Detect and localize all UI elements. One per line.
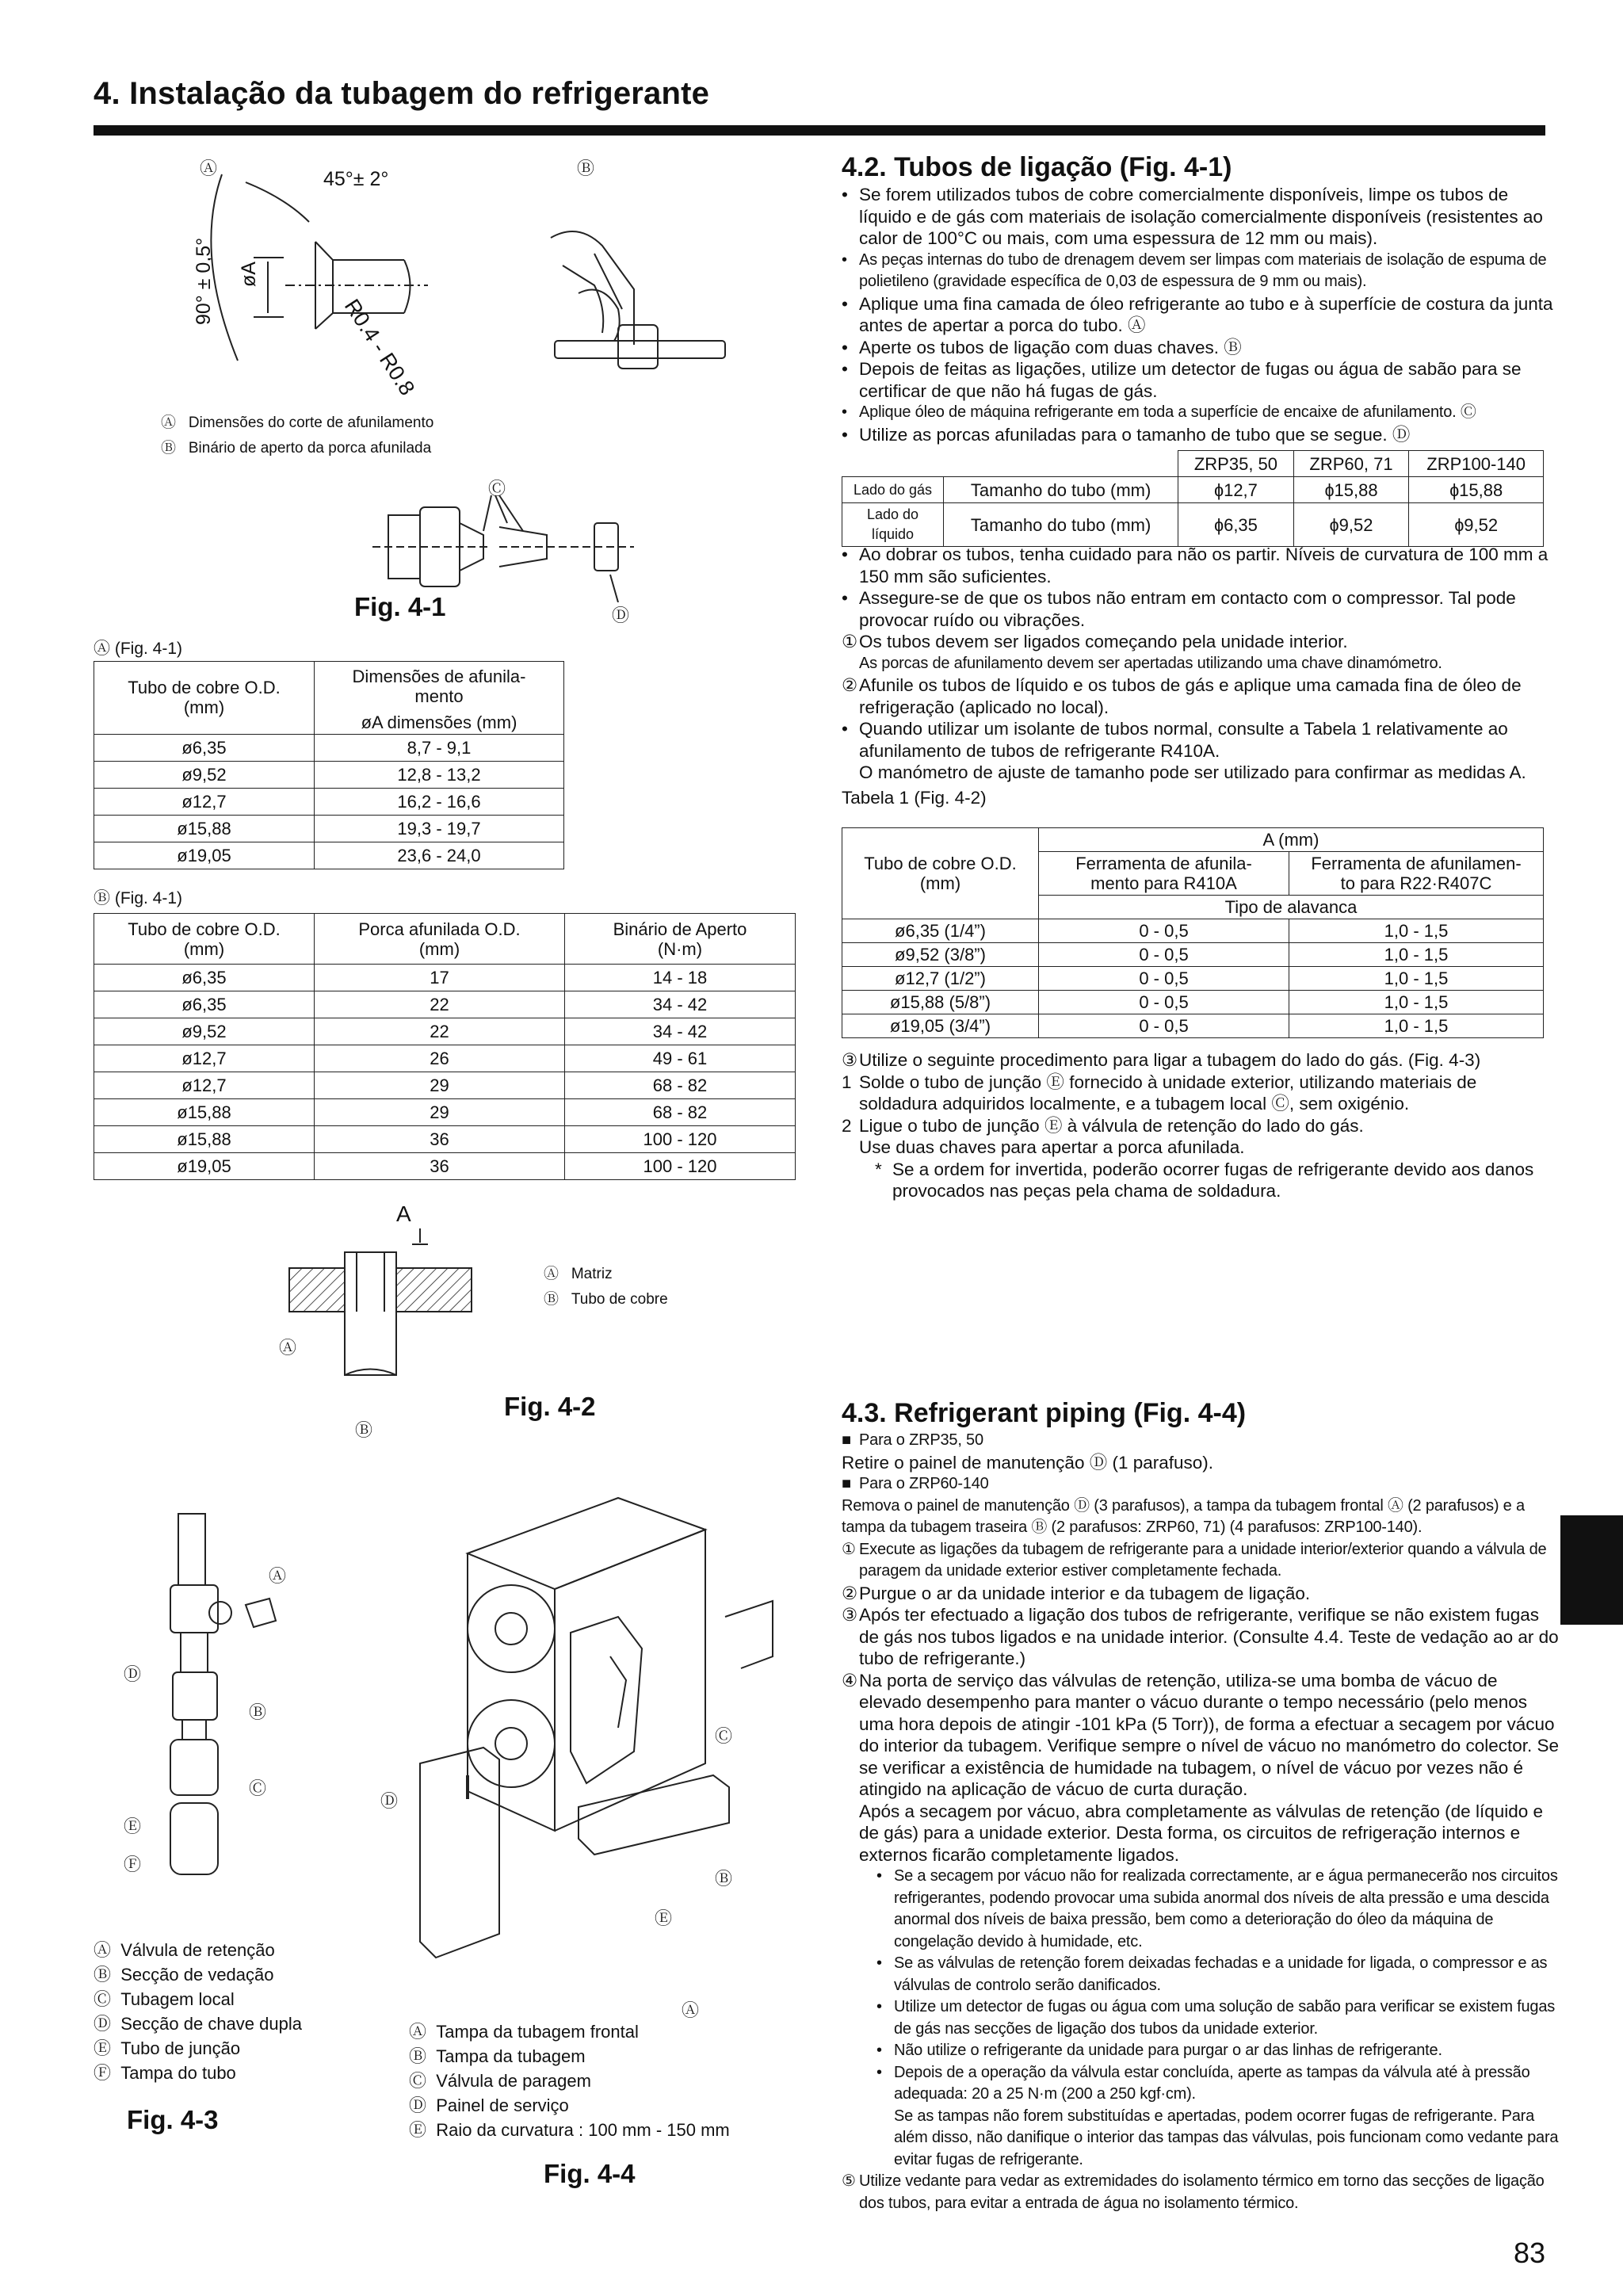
pipe-table-label: Tamanho do tubo (mm) xyxy=(944,477,1178,503)
list-item: • Se forem utilizados tubos de cobre comercialmente disponíveis, limpe os tubos de líquido e de gás com materiais de isolação comercialmente disponíveis (resistentes ao calor de 100°C ou mais, com uma espessura de 12 mm ou mais). xyxy=(842,185,1543,248)
legend-mark: Ⓐ xyxy=(544,1266,559,1282)
table-row xyxy=(94,1045,796,1072)
cell: ø6,35 (1/4”) xyxy=(842,919,1039,943)
cell: 0 - 0,5 xyxy=(1039,1014,1289,1038)
legend-text: Matriz xyxy=(571,1266,613,1282)
legend-mark: Ⓕ xyxy=(94,2063,112,2083)
tableA xyxy=(94,661,564,869)
fig42-die-drawing xyxy=(285,1228,475,1387)
list-item: * Se a ordem for invertida, poderão ocorrer fugas de refrigerante devido aos danos provocados nas peças pela chama de soldadura. xyxy=(875,1159,1534,1201)
cell: 49 - 61 xyxy=(565,1045,796,1072)
legend-mark: Ⓒ xyxy=(94,1989,112,2009)
table-row xyxy=(842,477,1544,503)
pipe-size-table xyxy=(842,450,1544,547)
legend-mark: Ⓐ xyxy=(94,1940,112,1960)
list-item: • Utilize um detector de fugas ou água com uma solução de sabão para verificar se existem fugas de gás nas secções de ligação dos tubos da unidade exterior. xyxy=(876,1998,1556,2038)
cell: ø15,88 xyxy=(94,815,315,842)
list-item: • Aplique óleo de máquina refrigerante em toda a superfície de encaixe de afunilamento. Ⓒ xyxy=(842,403,1476,421)
cell: ø12,7 xyxy=(94,1045,315,1072)
cell: 26 xyxy=(315,1045,565,1072)
cell: ø19,05 (3/4”) xyxy=(842,1014,1039,1038)
legend-mark: Ⓒ xyxy=(409,2071,427,2091)
cell: 17 xyxy=(315,965,565,991)
list-item: ① Os tubos devem ser ligados começando pela unidade interior. xyxy=(842,632,1348,651)
cell: ɸ9,52 xyxy=(1409,503,1544,547)
fig42-dim-a: A xyxy=(396,1201,411,1226)
table-row xyxy=(94,788,564,815)
table1-head-a: A (mm) xyxy=(1039,828,1544,852)
fig42-mark-b: Ⓑ xyxy=(355,1420,373,1440)
cell: 0 - 0,5 xyxy=(1039,943,1289,967)
list-item: ⑤ Utilize vedante para vedar as extremidades do isolamento térmico em torno das secções de ligação dos tubos, para evitar a entrada de água no isolamento térmico. xyxy=(842,2172,1545,2212)
cell: ø12,7 xyxy=(94,788,315,815)
cell: ø9,52 xyxy=(94,761,315,788)
list-item: ③ Utilize o seguinte procedimento para ligar a tubagem do lado do gás. (Fig. 4-3) xyxy=(842,1050,1481,1070)
cell: ø15,88 xyxy=(94,1099,315,1126)
cell: 1,0 - 1,5 xyxy=(1289,943,1544,967)
legend-text: Tubagem local xyxy=(120,1989,235,2009)
page-title: 4. Instalação da tubagem do refrigerante xyxy=(94,76,710,111)
table1-head-c1: Ferramenta de afunila- mento para R410A xyxy=(1039,852,1289,896)
legend-text: Secção de vedação xyxy=(120,1965,274,1985)
table-row xyxy=(94,1072,796,1099)
legend-text: Tampa da tubagem frontal xyxy=(436,2022,639,2042)
fig43-mark-e: Ⓔ xyxy=(124,1817,142,1836)
section-43-body xyxy=(842,1430,1559,2214)
section-43-heading: 4.3. Refrigerant piping (Fig. 4-4) xyxy=(842,1398,1247,1428)
table-row xyxy=(842,943,1544,967)
tableB-caption: Ⓑ (Fig. 4-1) xyxy=(94,889,183,907)
cell: ø15,88 xyxy=(94,1126,315,1153)
title-rule xyxy=(94,125,1545,136)
tableA-head-tube: Tubo de cobre O.D. (mm) xyxy=(94,662,315,735)
list-item: Após a secagem por vácuo, abra completamente as válvulas de retenção (de líquido e de gás) para a unidade exterior. Desta forma, os circuitos de refrigeração internos e externos ficarão completamente ligados. xyxy=(859,1801,1544,1865)
cell: 29 xyxy=(315,1072,565,1099)
list-item: ① Execute as ligações da tubagem de refrigerante para a unidade interior/exterior quando a válvula de paragem da unidade exterior estiver completamente fechada. xyxy=(842,1540,1547,1580)
fig42-mark-a: Ⓐ xyxy=(279,1338,297,1358)
fig43-legend xyxy=(94,1938,363,2085)
tableA-caption: Ⓐ (Fig. 4-1) xyxy=(94,640,183,658)
legend-mark: Ⓑ xyxy=(409,2046,427,2066)
fig44-mark-c: Ⓒ xyxy=(715,1726,733,1746)
cell: ø19,05 xyxy=(94,1153,315,1180)
list-item: Remova o painel de manutenção Ⓓ (3 parafusos), a tampa da tubagem frontal Ⓐ (2 parafusos) e a tampa da tubagem traseira Ⓑ (2 parafusos: ZRP60, 71) (4 parafusos: ZRP100-140). xyxy=(842,1496,1525,1536)
cell: 0 - 0,5 xyxy=(1039,967,1289,991)
cell: 1,0 - 1,5 xyxy=(1289,991,1544,1014)
cell: 23,6 - 24,0 xyxy=(315,842,564,869)
legend-mark: Ⓐ xyxy=(161,415,177,431)
page-number: 83 xyxy=(1514,2237,1546,2269)
legend-text: Dimensões do corte de afunilamento xyxy=(188,415,434,431)
cell: 36 xyxy=(315,1126,565,1153)
fig41-joint-drawing xyxy=(372,491,634,602)
list-item: ④ Na porta de serviço das válvulas de retenção, utiliza-se uma bomba de vácuo de elevado desempenho para manter o vácuo durante o tempo necessário (pelo menos uma hora depois de atingir -101 kPa (5 Torr)), de forma a efectuar a secagem por vácuo do interior da tubagem. Verifique sempre o nível de vácuo no manómetro do colector. Se se verificar a existência de humidade na tubagem, o nível de vácuo por vezes não é atingido na aplicação de vácuo de curta duração. xyxy=(842,1670,1560,1799)
language-tab xyxy=(1560,1515,1623,1625)
pipe-table-model: ZRP60, 71 xyxy=(1293,451,1409,477)
cell: 29 xyxy=(315,1099,565,1126)
fig41-mark-a: Ⓐ xyxy=(200,159,218,178)
pipe-table-side: Lado do gás xyxy=(842,477,944,503)
list-item: ③ Após ter efectuado a ligação dos tubos de refrigerante, verifique se não existem fugas de gás nos tubos ligados e na unidade interior. (Consulte 4.4. Teste de vedação ao ar do tubo de refrigerante.) xyxy=(842,1605,1559,1668)
section-42-steps xyxy=(842,544,1559,808)
list-item: • Se as válvulas de retenção forem deixadas fechadas e a unidade for ligada, o compressor e as válvulas de controlo serão danificados. xyxy=(876,1954,1548,1994)
cell: ø12,7 xyxy=(94,1072,315,1099)
list-item: • Se a secagem por vácuo não for realizada correctamente, ar e água permanecerão nos circuitos refrigerantes, podendo provocar uma subida anormal dos níveis de alta pressão e uma descida anormal dos níveis de baixa pressão, bem como a deterioração do óleo da máquina de congelação devido à humidade, etc. xyxy=(876,1867,1558,1950)
list-item: • Não utilize o refrigerante da unidade para purgar o ar das linhas de refrigerante. xyxy=(876,2042,1442,2059)
cell: ø6,35 xyxy=(94,965,315,991)
cell: 1,0 - 1,5 xyxy=(1289,919,1544,943)
pipe-table-model: ZRP35, 50 xyxy=(1178,451,1294,477)
legend-mark: Ⓔ xyxy=(409,2120,427,2140)
table-row xyxy=(94,1099,796,1126)
legend-mark: Ⓓ xyxy=(409,2095,427,2115)
fig44-legend xyxy=(409,2019,821,2142)
list-item: ■ Para o ZRP60-140 xyxy=(842,1475,989,1492)
cell: 0 - 0,5 xyxy=(1039,919,1289,943)
fig43-mark-b: Ⓑ xyxy=(249,1702,267,1722)
legend-text: Raio da curvatura : 100 mm - 150 mm xyxy=(436,2120,730,2140)
table-row xyxy=(94,1018,796,1045)
cell: 68 - 82 xyxy=(565,1072,796,1099)
tableB-head-nut: Porca afunilada O.D. (mm) xyxy=(315,914,565,965)
fig43-mark-a: Ⓐ xyxy=(269,1566,287,1586)
table-row xyxy=(94,1126,796,1153)
table-row xyxy=(94,965,796,991)
cell: 12,8 - 13,2 xyxy=(315,761,564,788)
fig44-mark-d: Ⓓ xyxy=(380,1791,399,1811)
cell: 19,3 - 19,7 xyxy=(315,815,564,842)
table-row xyxy=(94,991,796,1018)
table1-caption: Tabela 1 (Fig. 4-2) xyxy=(842,787,987,808)
list-item: ② Purgue o ar da unidade interior e da tubagem de ligação. xyxy=(842,1583,1311,1603)
table-row xyxy=(94,914,796,965)
fig42-label: Fig. 4-2 xyxy=(504,1392,596,1421)
fig43-label: Fig. 4-3 xyxy=(127,2105,219,2134)
list-item: ② Afunile os tubos de líquido e os tubos de gás e aplique uma camada fina de óleo de refrigeração (aplicado no local). xyxy=(842,675,1522,717)
table-row xyxy=(94,734,564,761)
fig41-wrench-drawing xyxy=(547,190,737,372)
cell: 100 - 120 xyxy=(565,1153,796,1180)
cell: 8,7 - 9,1 xyxy=(315,734,564,761)
legend-text: Binário de aperto da porca afunilada xyxy=(188,440,432,457)
fig41-angle-label: 45°± 2° xyxy=(323,168,389,190)
fig41-mark-b: Ⓑ xyxy=(577,159,595,178)
pipe-table-side: Lado do líquido xyxy=(842,503,944,547)
cell: ø9,52 xyxy=(94,1018,315,1045)
legend-text: Tampa da tubagem xyxy=(436,2046,586,2066)
tableA-head-dim: Dimensões de afunila- mento xyxy=(315,662,564,711)
legend-mark: Ⓓ xyxy=(94,2014,112,2034)
table-row xyxy=(842,1014,1544,1038)
fig41-vert-label: 90° ± 0,5° xyxy=(193,237,215,325)
cell: ø6,35 xyxy=(94,991,315,1018)
table1-head-tube: Tubo de cobre O.D. (mm) xyxy=(842,828,1039,919)
section-42-heading: 4.2. Tubos de ligação (Fig. 4-1) xyxy=(842,152,1232,182)
legend-mark: Ⓑ xyxy=(94,1965,112,1985)
legend-text: Secção de chave dupla xyxy=(120,2014,302,2034)
cell: 22 xyxy=(315,1018,565,1045)
cell: ø15,88 (5/8”) xyxy=(842,991,1039,1014)
cell: ɸ15,88 xyxy=(1409,477,1544,503)
pipe-table-label: Tamanho do tubo (mm) xyxy=(944,503,1178,547)
table-row xyxy=(842,503,1544,547)
table-row xyxy=(94,815,564,842)
section-42-bullets xyxy=(842,184,1559,445)
fig44-mark-b: Ⓑ xyxy=(715,1869,733,1889)
cell: ɸ15,88 xyxy=(1293,477,1409,503)
cell: 68 - 82 xyxy=(565,1099,796,1126)
fig44-label: Fig. 4-4 xyxy=(544,2159,636,2188)
fig44-unit-drawing xyxy=(380,1490,824,1973)
cell: 100 - 120 xyxy=(565,1126,796,1153)
fig41-radius-label: R0.4 - R0.8 xyxy=(339,295,420,400)
legend-text: Tubo de junção xyxy=(120,2038,241,2058)
legend-text: Painel de serviço xyxy=(436,2095,569,2115)
legend-mark: Ⓑ xyxy=(161,440,177,457)
table-row xyxy=(842,828,1544,852)
cell: 14 - 18 xyxy=(565,965,796,991)
cell: ɸ6,35 xyxy=(1178,503,1294,547)
cell: ø19,05 xyxy=(94,842,315,869)
fig43-mark-c: Ⓒ xyxy=(249,1778,267,1798)
list-item: Retire o painel de manutenção Ⓓ (1 parafuso). xyxy=(842,1452,1214,1473)
fig41-legend xyxy=(161,411,517,461)
legend-text: Válvula de retenção xyxy=(120,1940,275,1960)
list-item: As porcas de afunilamento devem ser apertadas utilizando uma chave dinamómetro. xyxy=(859,654,1442,672)
tableB xyxy=(94,913,796,1180)
legend-mark: Ⓐ xyxy=(409,2022,427,2042)
table-row xyxy=(842,919,1544,943)
legend-mark: Ⓑ xyxy=(544,1291,559,1308)
list-item: Use duas chaves para apertar a porca afunilada. xyxy=(859,1137,1245,1157)
list-item: • Depois de a operação da válvula estar concluída, aperte as tampas da válvula até à pressão adequada: 20 a 25 N·m (200 a 250 kgf·cm). xyxy=(876,2063,1530,2103)
fig43-mark-d: Ⓓ xyxy=(124,1664,142,1684)
table-row xyxy=(842,451,1544,477)
legend-text: Tampa do tubo xyxy=(120,2063,236,2083)
list-item: • As peças internas do tubo de drenagem devem ser limpas com materiais de isolação de espuma de polietileno (gravidade específica de 0,03 de espessura de 9 mm ou mais). xyxy=(842,250,1547,290)
cell: ɸ9,52 xyxy=(1293,503,1409,547)
tableA-head-dimB: øA dimensões (mm) xyxy=(315,711,564,735)
list-item: • Aplique uma fina camada de óleo refrigerante ao tubo e à superfície de costura da junta antes de apertar a porca do tubo. Ⓐ xyxy=(842,293,1553,335)
legend-mark: Ⓔ xyxy=(94,2038,112,2058)
fig44-mark-e: Ⓔ xyxy=(655,1908,673,1928)
list-item: • Assegure-se de que os tubos não entram em contacto com o compressor. Tal pode provocar ruído ou vibrações. xyxy=(842,588,1516,630)
table1-head-type: Tipo de alavanca xyxy=(1039,896,1544,919)
table-row xyxy=(94,842,564,869)
list-item: 2 Ligue o tubo de junção Ⓔ à válvula de retenção do lado do gás. xyxy=(842,1115,1364,1136)
table-row xyxy=(94,1153,796,1180)
cell: ø6,35 xyxy=(94,734,315,761)
fig42-legend xyxy=(544,1262,781,1312)
list-item: • Depois de feitas as ligações, utilize um detector de fugas ou água de sabão para se certificar de que não há fugas de gás. xyxy=(842,359,1522,401)
list-item: • Utilize as porcas afuniladas para o tamanho de tubo que se segue. Ⓓ xyxy=(842,424,1411,445)
fig41-mark-c: Ⓒ xyxy=(488,479,506,499)
table-row xyxy=(842,991,1544,1014)
fig41-flare-drawing xyxy=(190,166,460,388)
cell: 22 xyxy=(315,991,565,1018)
list-item: • Quando utilizar um isolante de tubos normal, consulte a Tabela 1 relativamente ao afunilamento de tubos de refrigerante R410A. xyxy=(842,719,1508,761)
fig41-label: Fig. 4-1 xyxy=(354,592,446,621)
cell: 1,0 - 1,5 xyxy=(1289,1014,1544,1038)
tableB-head-tube: Tubo de cobre O.D. (mm) xyxy=(94,914,315,965)
section-42-gas-steps xyxy=(842,1049,1559,1202)
cell: 34 - 42 xyxy=(565,1018,796,1045)
cell: 0 - 0,5 xyxy=(1039,991,1289,1014)
list-item: 1 Solde o tubo de junção Ⓔ fornecido à unidade exterior, utilizando materiais de soldadura adquiridos localmente, e a tubagem local Ⓒ, sem oxigénio. xyxy=(842,1072,1477,1114)
cell: 16,2 - 16,6 xyxy=(315,788,564,815)
fig43-mark-f: Ⓕ xyxy=(124,1855,142,1874)
tableB-head-torque: Binário de Aperto (N·m) xyxy=(565,914,796,965)
table-row xyxy=(842,967,1544,991)
legend-text: Tubo de cobre xyxy=(571,1291,668,1308)
list-item: Se as tampas não forem substituídas e apertadas, podem ocorrer fugas de refrigerante. Para além disso, não danifique o interior das tampas das válvulas, pois funcionam como vedante para evitar fugas de refrigerante. xyxy=(894,2107,1559,2168)
table1-head-c2: Ferramenta de afunilamen- to para R22·R407C xyxy=(1289,852,1544,896)
list-item: • Ao dobrar os tubos, tenha cuidado para não os partir. Níveis de curvatura de 100 mm a 150 mm são suficientes. xyxy=(842,544,1549,586)
table-row xyxy=(94,662,564,711)
fig44-mark-a: Ⓐ xyxy=(682,2000,700,2020)
cell: ø12,7 (1/2”) xyxy=(842,967,1039,991)
cell: 36 xyxy=(315,1153,565,1180)
pipe-table-model: ZRP100-140 xyxy=(1409,451,1544,477)
table-row xyxy=(94,761,564,788)
pipe-table-blank xyxy=(842,451,1178,477)
cell: 34 - 42 xyxy=(565,991,796,1018)
legend-text: Válvula de paragem xyxy=(436,2071,591,2091)
cell: ɸ12,7 xyxy=(1178,477,1294,503)
cell: ø9,52 (3/8”) xyxy=(842,943,1039,967)
cell: 1,0 - 1,5 xyxy=(1289,967,1544,991)
list-item: O manómetro de ajuste de tamanho pode ser utilizado para confirmar as medidas A. xyxy=(859,762,1526,782)
list-item: ■ Para o ZRP35, 50 xyxy=(842,1431,983,1449)
table1 xyxy=(842,827,1544,1038)
list-item: • Aperte os tubos de ligação com duas chaves. Ⓑ xyxy=(842,337,1242,357)
fig41-dia-label: øA xyxy=(238,262,260,287)
fig41-mark-d: Ⓓ xyxy=(612,606,630,625)
